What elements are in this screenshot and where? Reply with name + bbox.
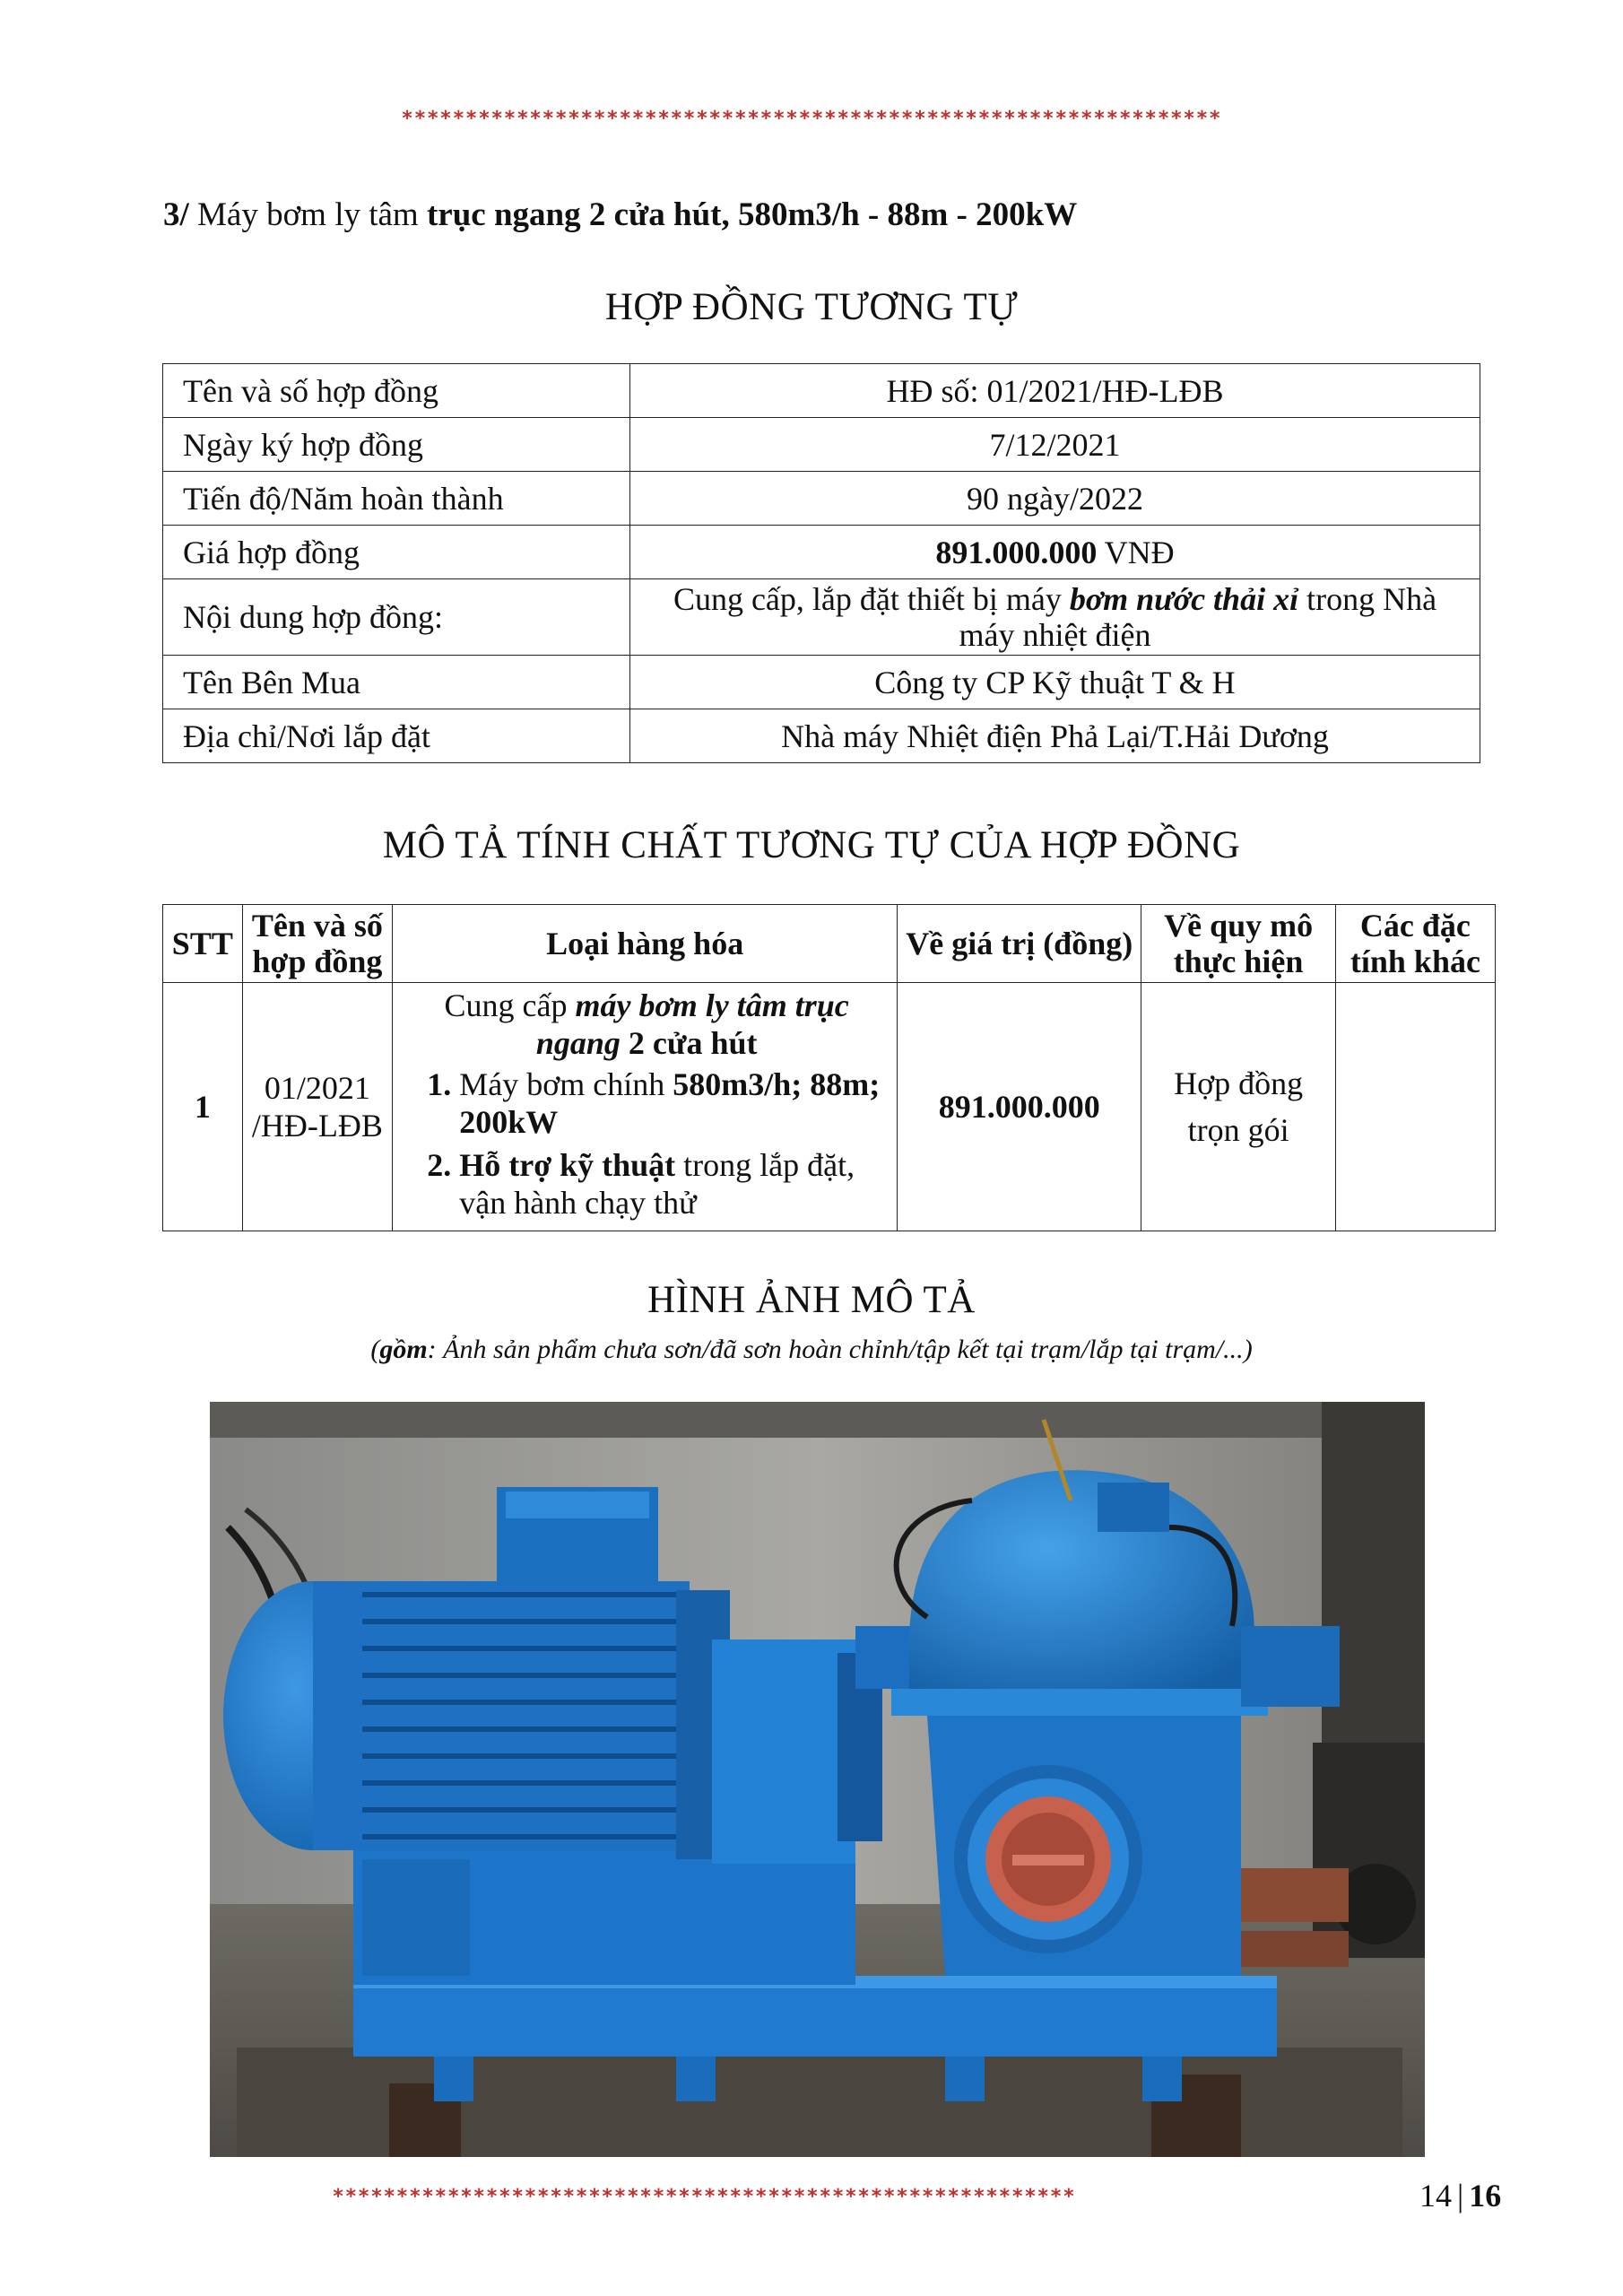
item-heading — [163, 196, 1077, 234]
table-row — [163, 709, 1480, 763]
row-label: Giá hợp đồng — [163, 526, 630, 579]
value-cell: 891.000.000 — [898, 983, 1141, 1231]
item-heading-bold: trục ngang 2 cửa hút, 580m3/h - 88m - 200kW — [426, 196, 1078, 233]
caption-rest: : Ảnh sản phẩm chưa sơn/đã sơn hoàn chỉnh/tập kết tại trạm/lắp tại trạm/... — [427, 1335, 1244, 1364]
price-amount: 891.000.000 — [935, 534, 1098, 570]
content-emph: bơm nước thải xỉ — [1069, 581, 1299, 617]
item-spec: 580m3/h; 88m; 200kW — [459, 1066, 881, 1140]
row-value: Công ty CP Kỹ thuật T & H — [630, 656, 1480, 709]
section-title-similar-contract: HỢP ĐỒNG TƯƠNG TỰ — [604, 286, 1019, 328]
table-row — [163, 983, 1496, 1231]
row-label: Ngày ký hợp đồng — [163, 418, 630, 472]
pump-illustration — [210, 1402, 1425, 2157]
table-row — [163, 526, 1480, 579]
row-value: 90 ngày/2022 — [630, 472, 1480, 526]
goods-intro — [405, 987, 888, 1062]
caption-bold: gồm — [379, 1335, 428, 1364]
row-value — [630, 579, 1480, 656]
table-row — [163, 579, 1480, 656]
header-cell: Về quy mô thực hiện — [1141, 905, 1335, 983]
header-cell: Tên và số hợp đồng — [242, 905, 393, 983]
row-value — [630, 526, 1480, 579]
contract-no-cell: 01/2021 /HĐ-LĐB — [242, 983, 393, 1231]
item-number: 3/ — [163, 196, 189, 233]
goods-list — [405, 1065, 888, 1222]
goods-pre: Cung cấp — [444, 987, 576, 1023]
similarity-table — [162, 904, 1496, 1231]
contract-table — [162, 363, 1480, 763]
row-value: 7/12/2021 — [630, 418, 1480, 472]
content-post: trong Nhà máy nhiệt điện — [959, 581, 1437, 653]
page-total: 16 — [1469, 2178, 1502, 2213]
goods-bold: 2 cửa hút — [620, 1025, 758, 1061]
scale-cell: Hợp đồng trọn gói — [1141, 983, 1335, 1231]
stt-cell: 1 — [163, 983, 243, 1231]
price-currency: VNĐ — [1097, 534, 1175, 570]
goods-emph: máy bơm ly tâm trục ngang — [535, 987, 849, 1061]
row-value: HĐ số: 01/2021/HĐ-LĐB — [630, 364, 1480, 418]
decorative-stars-bottom: ********************************************************** — [332, 2186, 1076, 2208]
header-cell: Các đặc tính khác — [1335, 905, 1495, 983]
pump-photo — [210, 1402, 1425, 2157]
item-bold: Hỗ trợ kỹ thuật — [459, 1147, 676, 1183]
item-bold: Máy bơm chính — [459, 1066, 673, 1102]
header-cell: Về giá trị (đồng) — [898, 905, 1141, 983]
table-row — [163, 656, 1480, 709]
section-title-photo: HÌNH ẢNH MÔ TẢ — [647, 1279, 976, 1321]
other-cell — [1335, 983, 1495, 1231]
section-title-similarity-description: MÔ TẢ TÍNH CHẤT TƯƠNG TỰ CỦA HỢP ĐỒNG — [382, 824, 1241, 866]
header-cell: STT — [163, 905, 243, 983]
row-label: Tên Bên Mua — [163, 656, 630, 709]
page-current: 14 — [1419, 2178, 1452, 2213]
item-heading-plain: Máy bơm ly tâm — [188, 196, 427, 233]
item-rest: trong lắp đặt, vận hành chạy thử — [459, 1147, 855, 1221]
row-label: Nội dung hợp đồng: — [163, 579, 630, 656]
photo-caption: (gồm: Ảnh sản phẩm chưa sơn/đã sơn hoàn chỉnh/tập kết tại trạm/lắp tại trạm/...) — [370, 1335, 1253, 1364]
page-separator: | — [1457, 2178, 1464, 2213]
list-item — [459, 1146, 888, 1222]
row-label: Địa chỉ/Nơi lắp đặt — [163, 709, 630, 763]
table-row — [163, 364, 1480, 418]
table-row — [163, 472, 1480, 526]
header-cell: Loại hàng hóa — [393, 905, 898, 983]
table-row — [163, 418, 1480, 472]
decorative-stars-top: **************************************************************** — [401, 108, 1222, 130]
page-number — [1419, 2177, 1501, 2214]
row-label: Tiến độ/Năm hoàn thành — [163, 472, 630, 526]
goods-cell — [393, 983, 898, 1231]
list-item — [459, 1065, 888, 1141]
row-label: Tên và số hợp đồng — [163, 364, 630, 418]
row-value: Nhà máy Nhiệt điện Phả Lại/T.Hải Dương — [630, 709, 1480, 763]
table-header-row — [163, 905, 1496, 983]
content-pre: Cung cấp, lắp đặt thiết bị máy — [673, 581, 1070, 617]
